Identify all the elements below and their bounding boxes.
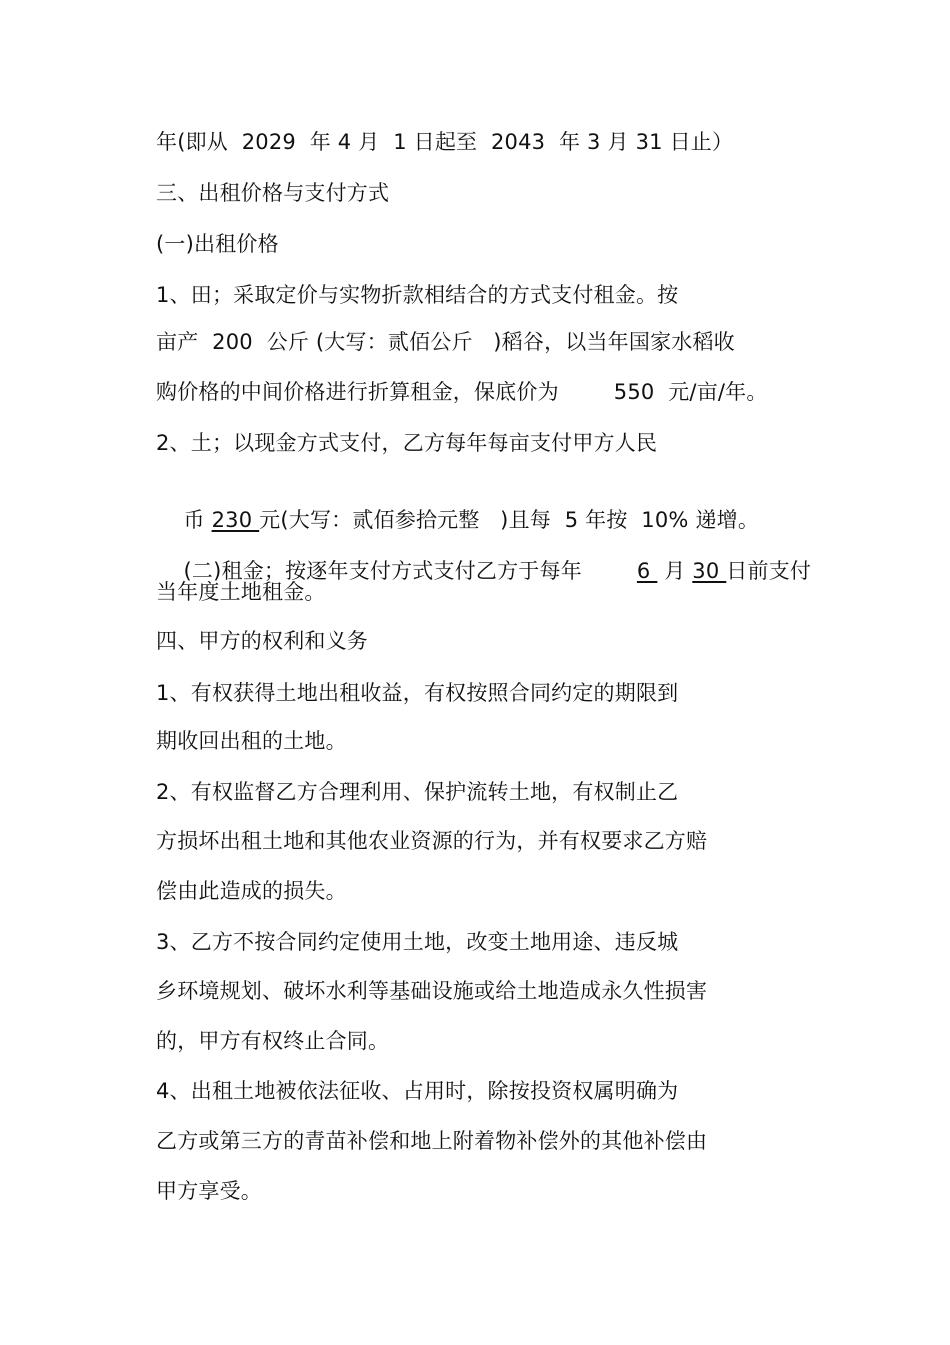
text-line-5: 亩产 200 公斤 (大写：贰佰公斤 )稻谷，以当年国家水稻收	[156, 330, 735, 354]
text-segment: 币	[183, 508, 212, 532]
text-line-21: 乙方或第三方的青苗补偿和地上附着物补偿外的其他补偿由	[156, 1129, 708, 1153]
underlined-day: 30	[692, 559, 727, 583]
text-line-7: 2、土；以现金方式支付，乙方每年每亩支付甲方人民	[156, 431, 658, 455]
text-segment: 日前支付	[726, 559, 812, 583]
text-line-1: 年(即从 2029 年 4 月 1 日起至 2043 年 3 月 31 日止）	[156, 130, 734, 154]
underlined-amount: 230	[211, 508, 260, 532]
subheading-1: (一)出租价格	[156, 232, 279, 256]
text-segment: (二)租金；按逐年支付方式支付乙方于每年	[183, 559, 637, 583]
text-segment: 月	[657, 559, 693, 583]
text-segment: 元(大写：贰佰参拾元整 )且每 5 年按 10% 递增。	[259, 508, 760, 532]
text-line-13: 期收回出租的土地。	[156, 729, 347, 753]
section-heading-4: 四、甲方的权利和义务	[156, 629, 368, 653]
text-line-12: 1、有权获得土地出租收益，有权按照合同约定的期限到	[156, 681, 679, 705]
text-line-20: 4、出租土地被依法征收、占用时，除按投资权属明确为	[156, 1079, 679, 1103]
text-line-17: 3、乙方不按合同约定使用土地，改变土地用途、违反城	[156, 930, 679, 954]
text-line-16: 偿由此造成的损失。	[156, 879, 347, 903]
text-line-14: 2、有权监督乙方合理利用、保护流转土地，有权制止乙	[156, 780, 679, 804]
section-heading-3: 三、出租价格与支付方式	[156, 181, 390, 205]
text-line-10: 当年度土地租金。	[156, 580, 326, 604]
text-line-22: 甲方享受。	[156, 1179, 262, 1203]
text-line-4: 1、田；采取定价与实物折款相结合的方式支付租金。按	[156, 283, 679, 307]
text-line-19: 的，甲方有权终止合同。	[156, 1029, 390, 1053]
text-line-15: 方损坏出租土地和其他农业资源的行为，并有权要求乙方赔	[156, 829, 708, 853]
text-line-6: 购价格的中间价格进行折算租金，保底价为 550 元/亩/年。	[156, 380, 768, 404]
text-line-18: 乡环境规划、破坏水利等基础设施或给土地造成永久性损害	[156, 979, 708, 1003]
underlined-month: 6	[636, 559, 658, 583]
